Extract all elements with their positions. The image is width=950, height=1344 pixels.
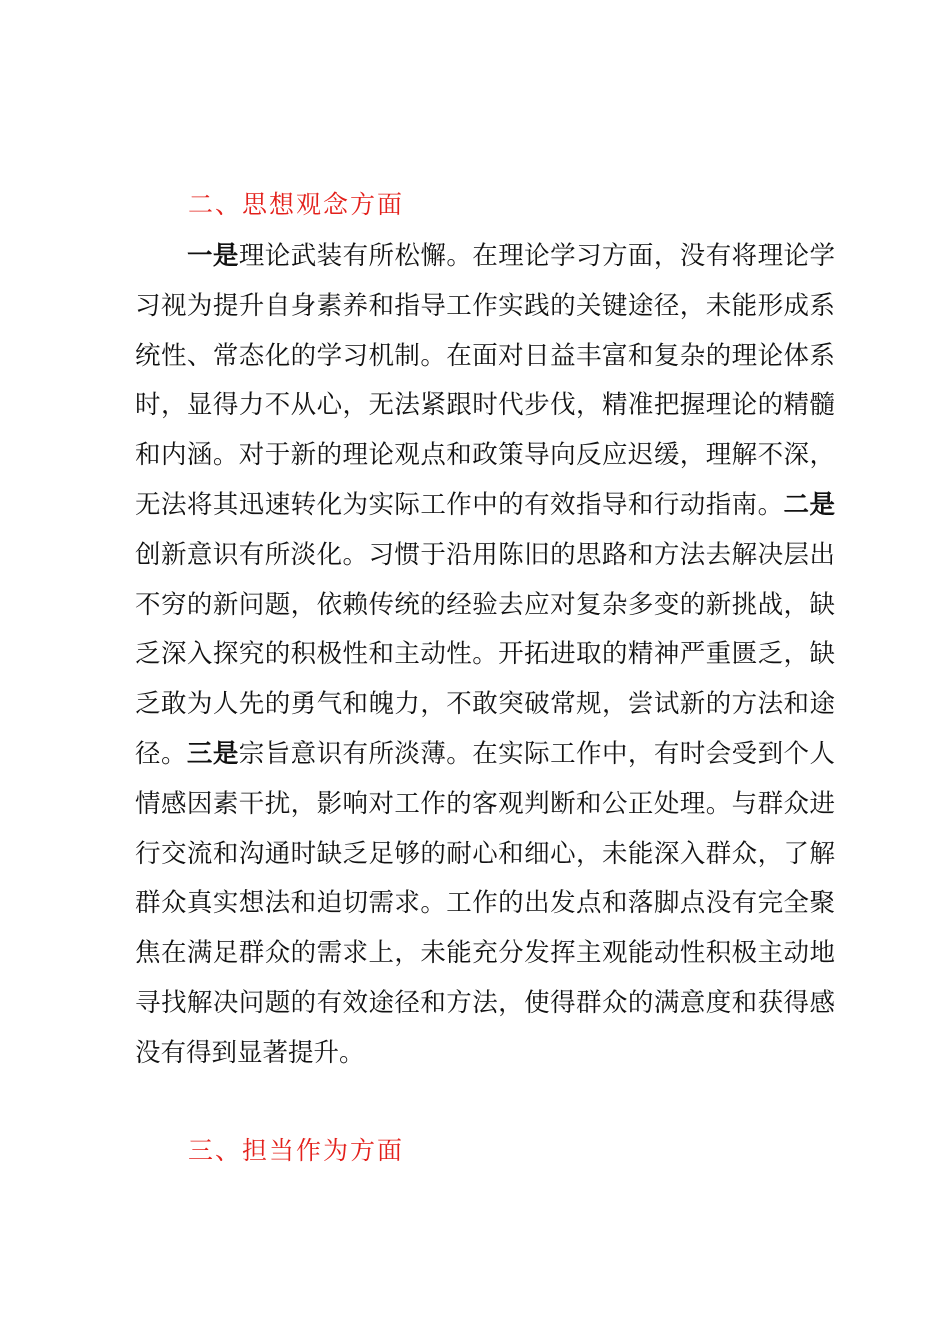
section-heading-responsibility: 三、担当作为方面 [188, 1136, 405, 1165]
section-heading-thinking: 二、思想观念方面 [188, 190, 405, 219]
item-text-3: 宗旨意识有所淡薄。在实际工作中，有时会受到个人情感因素干扰，影响对工作的客观判断和公正处理。与群众进行交流和沟通时缺乏足够的耐心和细心，未能深入群众，了解群众真实想法和迫切需求。工作的出发点和落脚点没有完全聚焦在满足群众的需求上，未能充分发挥主观能动性积极主动地寻找解决问题的有效途径和方法，使得群众的满意度和获得感没有得到显著提升。 [135, 738, 835, 1068]
item-lead-2: 二是 [783, 489, 835, 520]
item-lead-1: 一是 [187, 241, 239, 271]
item-text-1: 理论武装有所松懈。在理论学习方面，没有将理论学习视为提升自身素养和指导工作实践的关键途径，未能形成系统性、常态化的学习机制。在面对日益丰富和复杂的理论体系时，显得力不从心，无法紧跟时代步伐，精准把握理论的精髓和内涵。对于新的理论观点和政策导向反应迟缓，理解不深，无法将其迅速转化为实际工作中的有效指导和行动指南。 [135, 241, 835, 520]
section-paragraph [135, 232, 835, 1079]
item-lead-3: 三是 [186, 738, 239, 769]
item-text-2: 创新意识有所淡化。习惯于沿用陈旧的思路和方法去解决层出不穷的新问题，依赖传统的经验去应对复杂多变的新挑战，缺乏深入探究的积极性和主动性。开拓进取的精神严重匮乏，缺乏敢为人先的勇气和魄力，不敢突破常规，尝试新的方法和途径。 [135, 539, 835, 769]
